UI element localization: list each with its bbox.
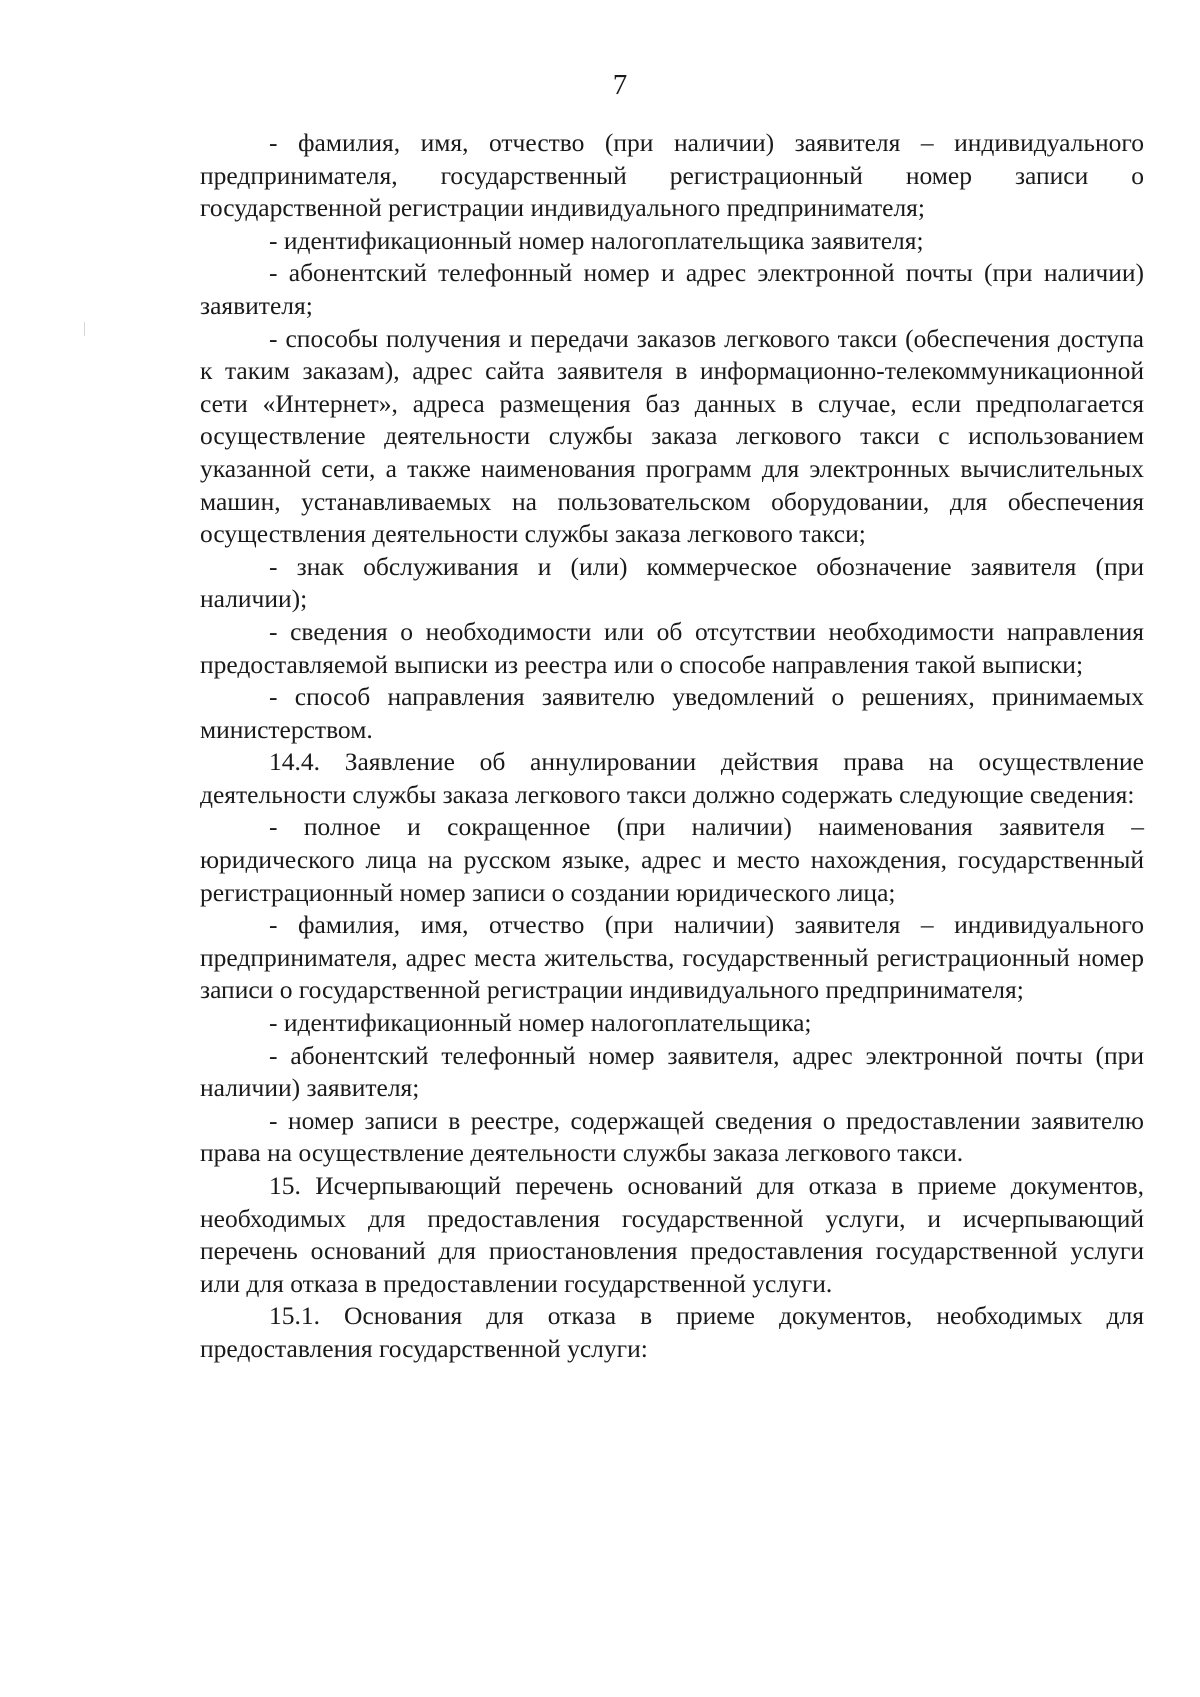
scan-artifact [84,322,85,336]
paragraph-section-15-1: 15.1. Основания для отказа в приеме документов, необходимых для предоставления государственной услуги: [200,1301,1144,1363]
paragraph-service-mark: - знак обслуживания и (или) коммерческое обозначение заявителя (при наличии); [200,551,1144,614]
paragraph-ip-name: - фамилия, имя, отчество (при наличии) заявителя – индивидуального предпринимателя, государственный регистрационный номер записи о государственной регистрации индивидуального предпринимателя; [200,128,1144,223]
paragraph-section-15: 15. Исчерпывающий перечень оснований для отказа в приеме документов, необходимых для предоставления государственной услуги, и исчерпывающий перечень оснований для приостановления предоставления государственной услуги или для отказа в предоставлении государственной услуги. [200,1171,1144,1298]
paragraph-legal-entity-name: - полное и сокращенное (при наличии) наименования заявителя – юридического лица на русском языке, адрес и место нахождения, государственный регистрационный номер записи о создании юридического лица; [200,812,1144,907]
document-body [200,127,1144,1366]
paragraph-inn: - идентификационный номер налогоплательщика заявителя; [269,225,924,255]
paragraph-order-methods: - способы получения и передачи заказов легкового такси (обеспечения доступа к таким заказам), адрес сайта заявителя в информационно-телекоммуникационной сети «Интернет», адреса размещения баз данных в случае, если предполагается осуществление деятельности службы заказа легкового такси с использованием указанной сети, а также наименования программ для электронных вычислительных машин, устанавливаемых на пользовательском оборудовании, для обеспечения осуществления деятельности службы заказа легкового такси; [200,323,1144,549]
paragraph-taxpayer-number: - идентификационный номер налогоплательщика; [269,1008,812,1038]
paragraph-extract-info: - сведения о необходимости или об отсутствии необходимости направления предоставляемой выписки из реестра или о способе направления такой выписки; [200,616,1144,679]
paragraph-registry-record: - номер записи в реестре, содержащей сведения о предоставлении заявителю права на осуществление деятельности службы заказа легкового такси. [200,1105,1144,1168]
paragraph-phone-email: - абонентский телефонный номер и адрес электронной почты (при наличии) заявителя; [200,258,1144,320]
paragraph-notification-method: - способ направления заявителю уведомлений о решениях, принимаемых министерством. [200,682,1144,744]
paragraph-section-14-4: 14.4. Заявление об аннулировании действия права на осуществление деятельности службы заказа легкового такси должно содержать следующие сведения: [200,747,1144,809]
page-number: 7 [612,69,628,101]
paragraph-phone-email-2: - абонентский телефонный номер заявителя, адрес электронной почты (при наличии) заявителя; [200,1040,1144,1103]
paragraph-ip-name-address: - фамилия, имя, отчество (при наличии) заявителя – индивидуального предпринимателя, адрес места жительства, государственный регистрационный номер записи о государственной регистрации индивидуального предпринимателя; [200,910,1144,1005]
